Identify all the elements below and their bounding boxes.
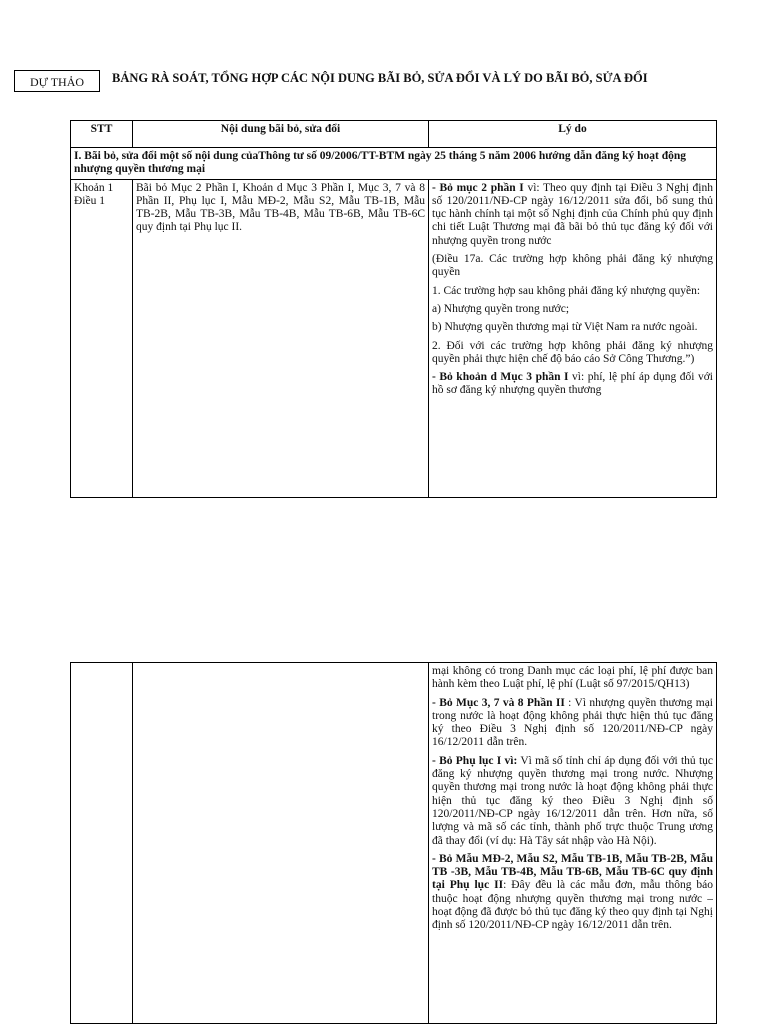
reason-paragraph [432, 371, 713, 398]
reason-paragraph [432, 182, 713, 248]
reason-text: vì: phí, lệ phí áp dụng đối với hồ sơ đăng ký nhượng quyền thương [432, 371, 713, 397]
reason-bold: - Bỏ Mục 3, 7 và 8 Phần II [432, 696, 565, 709]
section-row [71, 148, 717, 180]
document-title: BẢNG RÀ SOÁT, TỔNG HỢP CÁC NỘI DUNG BÃI BỎ, SỬA ĐỔI VÀ LÝ DO BÃI BỎ, SỬA ĐỔI [112, 71, 648, 85]
row-stt-empty [71, 663, 133, 1024]
reason-paragraph [432, 755, 713, 848]
section-heading: I. Bãi bỏ, sửa đổi một số nội dung củaThông tư số 09/2006/TT-BTM ngày 25 tháng 5 năm 2006 hướng dẫn đăng ký hoạt động nhượng quyền thương mại [71, 148, 717, 180]
reason-bold: - Bỏ Phụ lục I vì: [432, 754, 518, 767]
row-reason [429, 179, 717, 497]
reason-clip [432, 182, 713, 495]
reason-paragraph: mại không có trong Danh mục các loại phí, lệ phí được ban hành kèm theo Luật phí, lệ phí (Luật số 97/2015/QH13) [432, 665, 713, 691]
reason-paragraph: 2. Đối với các trường hợp không phải đăng ký nhượng quyền phải thực hiện chế độ báo cáo Sở Công Thương.”) [432, 339, 713, 365]
reason-bold: - Bỏ khoản d Mục 3 phần I [432, 371, 569, 384]
row-stt: Khoản 1 Điều 1 [71, 179, 133, 497]
header-stt: STT [71, 121, 133, 148]
reason-bold: - Bỏ mục 2 phần I [432, 181, 524, 194]
table-row [71, 179, 717, 497]
review-table-continued [70, 662, 717, 1024]
header-reason: Lý do [429, 121, 717, 148]
reason-paragraph: a) Nhượng quyền trong nước; [432, 302, 570, 315]
reason-text: : Đây đều là các mẫu đơn, mẫu thông báo thuộc hoạt động nhượng quyền thương mại trong nước – hoạt động đã được bỏ thủ tục đăng ký theo quy định tại Nghị định số 120/2011/NĐ-CP ngày 16/12/2011 dẫn trên. [432, 879, 713, 932]
reason-paragraph: b) Nhượng quyền thương mại từ Việt Nam ra nước ngoài. [432, 321, 698, 334]
review-table [70, 120, 717, 498]
reason-paragraph: 1. Các trường hợp sau không phải đăng ký nhượng quyền: [432, 284, 701, 297]
reason-paragraph: (Điều 17a. Các trường hợp không phải đăng ký nhượng quyền [432, 253, 713, 279]
table-row [71, 663, 717, 1024]
reason-bold: - Bỏ Mẫu MĐ-2, Mẫu S2, Mẫu TB-1B, Mẫu TB-2B, Mẫu TB -3B, Mẫu TB-4B, Mẫu TB-6B, Mẫu TB-6C quy định tại Phụ lục II [432, 852, 713, 892]
draft-label: DỰ THẢO [14, 70, 100, 92]
row-content-empty [133, 663, 429, 1024]
header-content: Nội dung bãi bỏ, sửa đổi [133, 121, 429, 148]
reason-paragraph [432, 697, 713, 750]
reason-clip [432, 665, 713, 1021]
reason-text: vì: Theo quy định tại Điều 3 Nghị định số 120/2011/NĐ-CP ngày 16/12/2011 sửa đổi, bổ sung thủ tục hành chính tại một số Nghị định của Chính phủ quy định chi tiết Luật Thương mại đã bãi bỏ thủ tục đăng ký đối với nhượng quyền trong nước [432, 181, 713, 247]
row-reason-continued [429, 663, 717, 1024]
reason-paragraph [432, 853, 713, 933]
row-content: Bãi bỏ Mục 2 Phần I, Khoản d Mục 3 Phần I, Mục 3, 7 và 8 Phần II, Phụ lục I, Mẫu MĐ-2, Mẫu S2, Mẫu TB-1B, Mẫu TB-2B, Mẫu TB-3B, Mẫu TB-4B, Mẫu TB-6B, Mẫu TB-6C quy định tại Phụ lục II. [133, 179, 429, 497]
reason-text: : Vì nhượng quyền thương mại trong nước là hoạt động không phải thực hiện thủ tục đăng ký theo Điều 3 Nghị định số 120/2011/NĐ-CP ngày 16/12/2011 dẫn trên. [432, 696, 713, 749]
table-header-row [71, 121, 717, 148]
reason-text: Vì mã số tỉnh chỉ áp dụng đối với thủ tục đăng ký nhượng quyền thương mại trong nước. Nhượng quyền thương mại trong nước là hoạt động không phải thực hiện thủ tục đăng ký theo Điều 3 Nghị định số 120/2011/NĐ-CP ngày 16/12/2011 dẫn trên. Hơn nữa, số lượng và mã số các tỉnh, thành phố trực thuộc Trung ương đã thay đổi (ví dụ: Hà Tây sát nhập vào Hà Nội). [432, 754, 713, 847]
